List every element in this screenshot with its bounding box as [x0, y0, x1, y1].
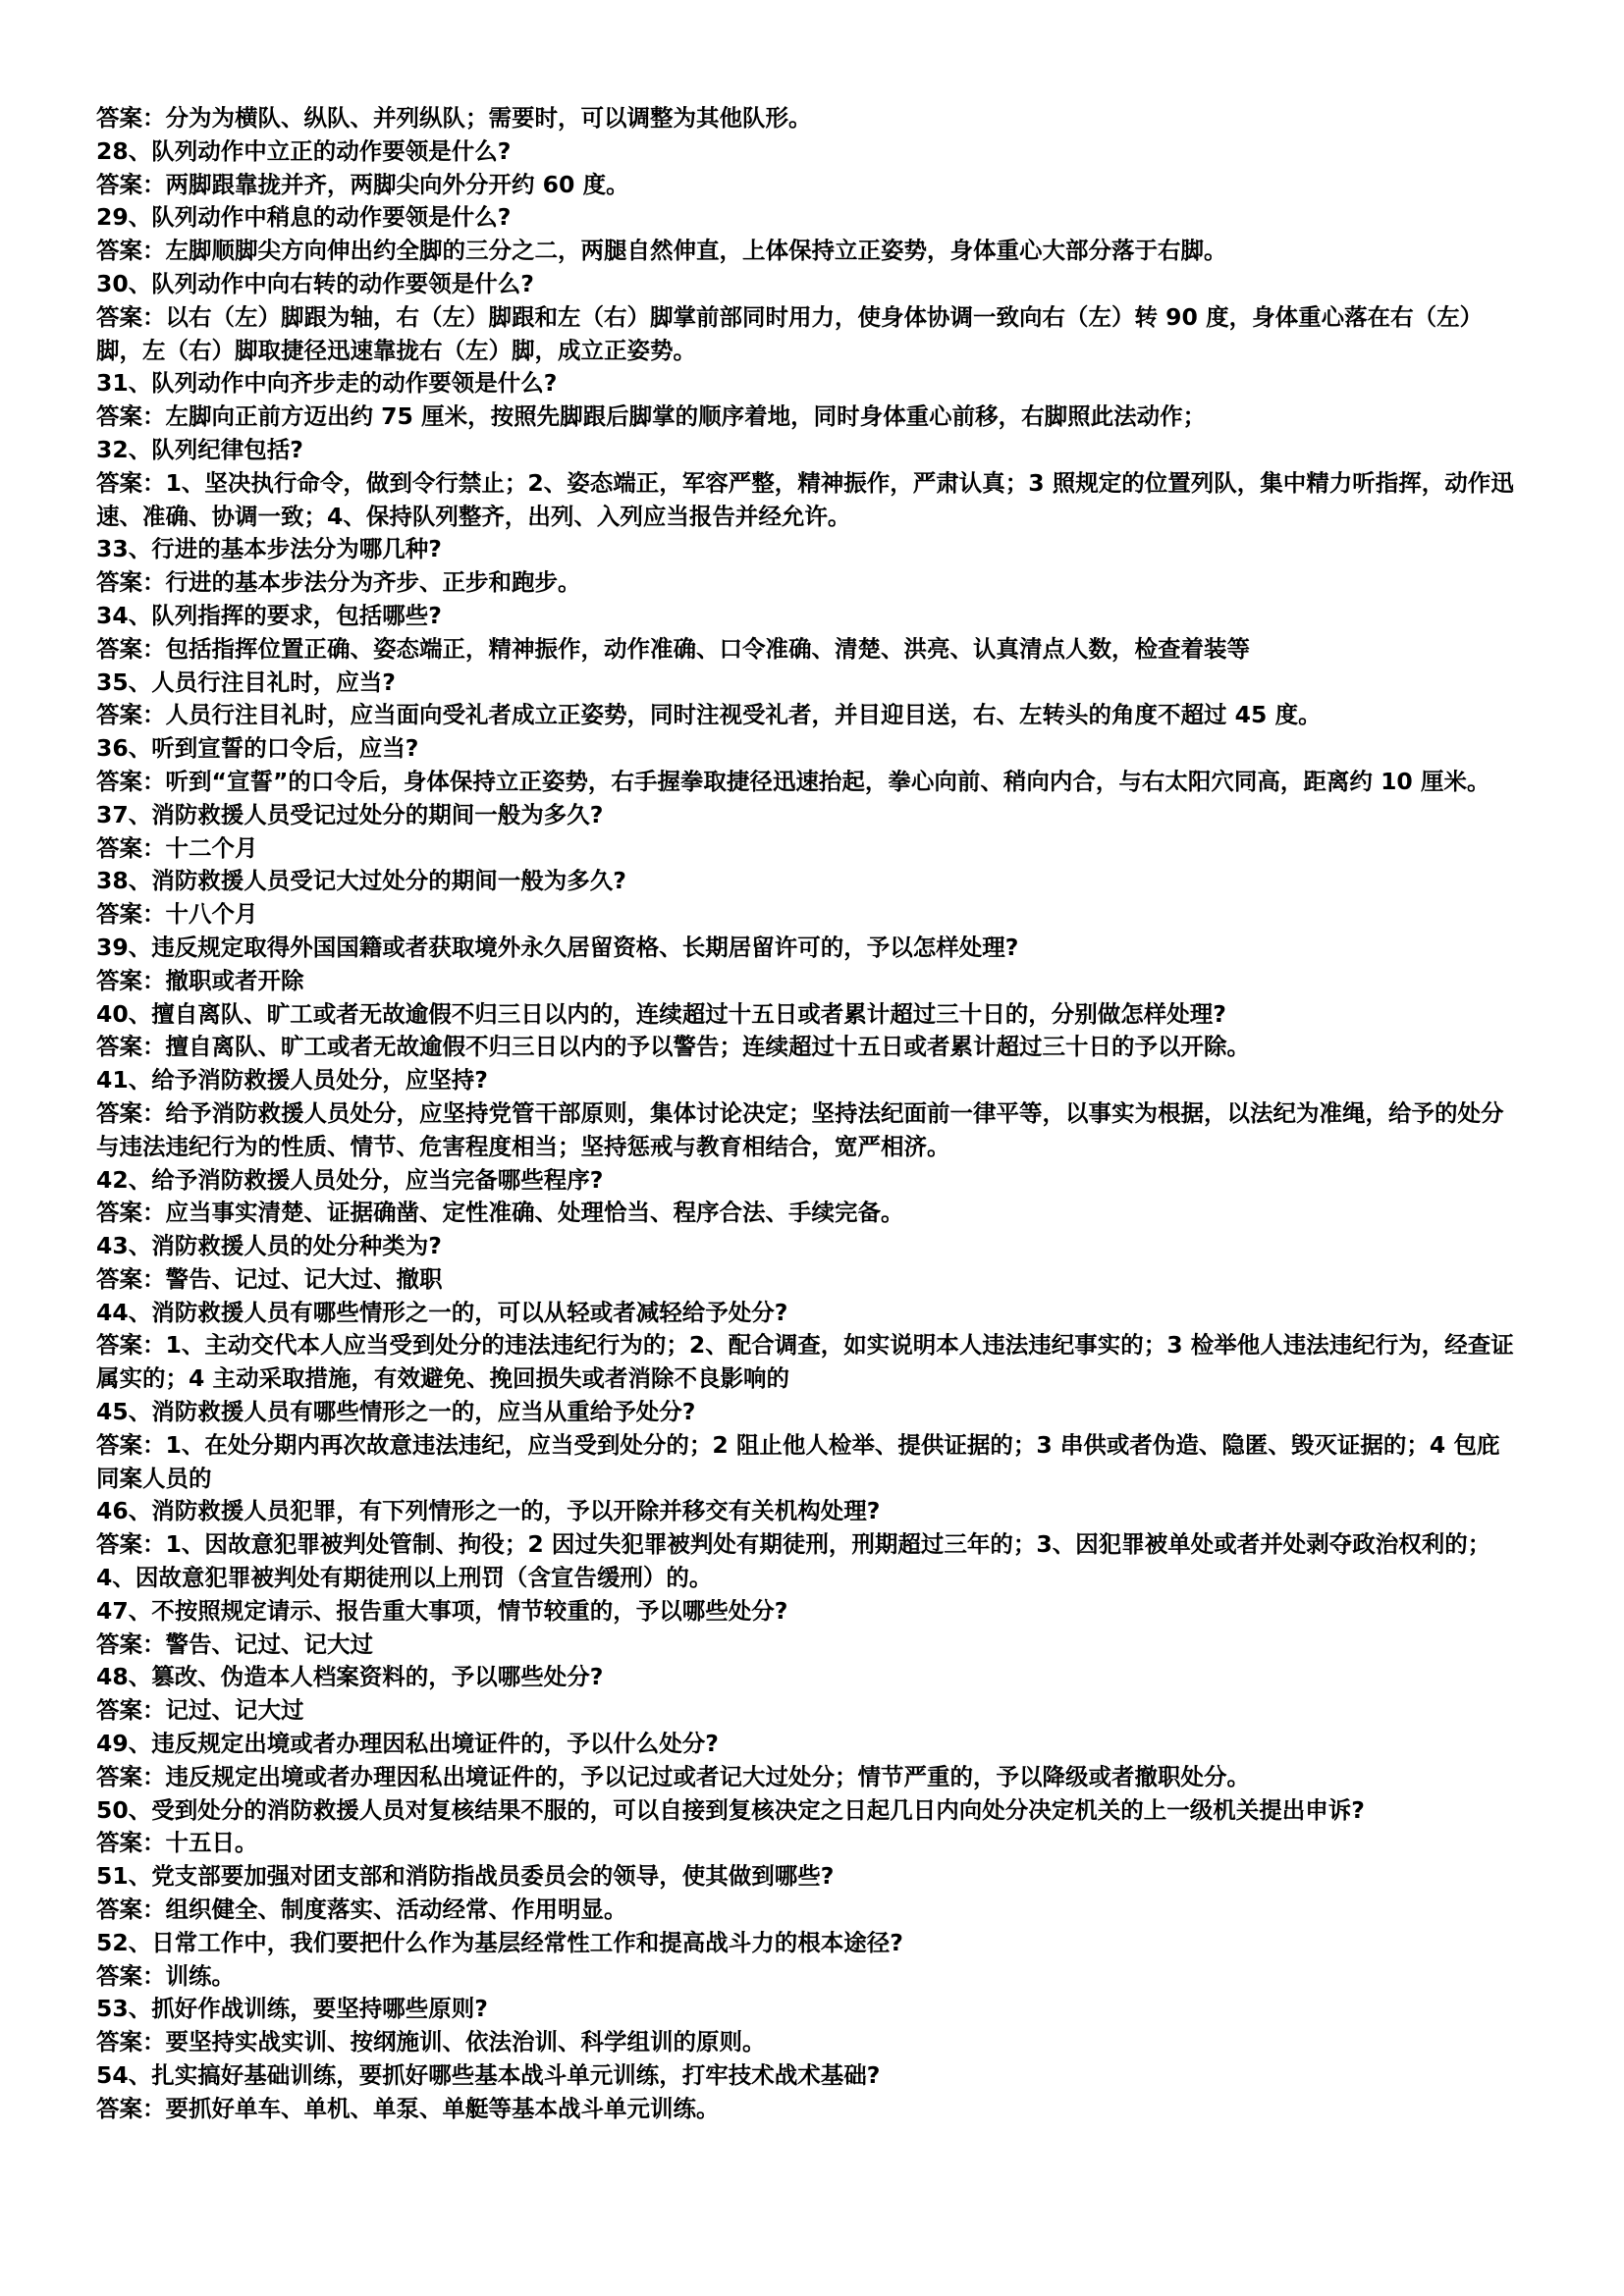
answer-text: 答案：记过、记大过 — [96, 1696, 304, 1725]
question-text: 52、日常工作中，我们要把什么作为基层经常性工作和提高战斗力的根本途径? — [96, 1928, 903, 1956]
answer-text: 答案：行进的基本步法分为齐步、正步和跑步。 — [96, 568, 581, 597]
question-text: 48、篡改、伪造本人档案资料的，予以哪些处分? — [96, 1663, 604, 1691]
answer-text: 答案：1、坚决执行命令，做到令行禁止；2、姿态端正，军容严整，精神振作，严肃认真；3 照规定的位置列队，集中精力听指挥，动作迅速、准确、协调一致；4、保持队列整齐，出列、入列应当报告并经允许。 — [96, 468, 1514, 530]
answer-text: 答案：要坚持实战实训、按纲施训、依法治训、科学组训的原则。 — [96, 2028, 766, 2056]
answer-text: 答案：警告、记过、记大过、撤职 — [96, 1264, 443, 1293]
answer-text: 答案：以右（左）脚跟为轴，右（左）脚跟和左（右）脚掌前部同时用力，使身体协调一致向右（左）转 90 度，身体重心落在右（左）脚，左（右）脚取捷径迅速靠拢右（左）脚，成立正姿势。 — [96, 302, 1484, 364]
answer-text: 答案：十五日。 — [96, 1829, 258, 1857]
answer-text: 答案：擅自离队、旷工或者无故逾假不归三日以内的予以警告；连续超过十五日或者累计超过三十日的予以开除。 — [96, 1033, 1250, 1061]
answer-text: 答案：应当事实清楚、证据确凿、定性准确、处理恰当、程序合法、手续完备。 — [96, 1199, 904, 1227]
question-text: 49、违反规定出境或者办理因私出境证件的，予以什么处分? — [96, 1730, 719, 1758]
question-text: 35、人员行注目礼时，应当? — [96, 667, 396, 696]
answer-text: 答案：违反规定出境或者办理因私出境证件的，予以记过或者记大过处分；情节严重的，予以降级或者撤职处分。 — [96, 1762, 1250, 1790]
answer-text: 答案：1、主动交代本人应当受到处分的违法违纪行为的；2、配合调查，如实说明本人违法违纪事实的；3 检举他人违法违纪行为，经查证属实的；4 主动采取措施，有效避免、挽回损失或者消除不良影响的 — [96, 1331, 1514, 1393]
qa-text-body — [96, 102, 1514, 2126]
question-text: 40、擅自离队、旷工或者无故逾假不归三日以内的，连续超过十五日或者累计超过三十日的，分别做怎样处理? — [96, 999, 1226, 1028]
question-text: 38、消防救援人员受记大过处分的期间一般为多久? — [96, 867, 626, 895]
question-text: 32、队列纪律包括? — [96, 435, 303, 463]
answer-text: 答案：警告、记过、记大过 — [96, 1629, 373, 1658]
answer-text: 答案：人员行注目礼时，应当面向受礼者成立正姿势，同时注视受礼者，并目迎目送，右、左转头的角度不超过 45 度。 — [96, 701, 1322, 729]
answer-text: 答案：训练。 — [96, 1961, 235, 1990]
question-text: 45、消防救援人员有哪些情形之一的，应当从重给予处分? — [96, 1398, 696, 1426]
question-text: 31、队列动作中向齐步走的动作要领是什么? — [96, 369, 558, 398]
question-text: 37、消防救援人员受记过处分的期间一般为多久? — [96, 800, 604, 828]
answer-text: 答案：撤职或者开除 — [96, 966, 304, 994]
question-text: 43、消防救援人员的处分种类为? — [96, 1232, 442, 1260]
answer-text: 答案：给予消防救援人员处分，应坚持党管干部原则，集体讨论决定；坚持法纪面前一律平等，以事实为根据，以法纪为准绳，给予的处分与违法违纪行为的性质、情节、危害程度相当；坚持惩戒与教育相结合，宽严相济。 — [96, 1098, 1504, 1160]
question-text: 34、队列指挥的要求，包括哪些? — [96, 601, 442, 629]
question-text: 46、消防救援人员犯罪，有下列情形之一的，予以开除并移交有关机构处理? — [96, 1497, 881, 1525]
answer-text: 答案：十八个月 — [96, 900, 258, 929]
answer-text: 答案：左脚向正前方迈出约 75 厘米，按照先脚跟后脚掌的顺序着地，同时身体重心前移，右脚照此法动作； — [96, 402, 1207, 431]
question-text: 36、听到宣誓的口令后，应当? — [96, 734, 419, 763]
question-text: 41、给予消防救援人员处分，应坚持? — [96, 1066, 488, 1095]
answer-text: 答案：分为为横队、纵队、并列纵队；需要时，可以调整为其他队形。 — [96, 104, 812, 132]
question-text: 53、抓好作战训练，要坚持哪些原则? — [96, 1995, 488, 2023]
answer-text: 答案：十二个月 — [96, 833, 258, 862]
question-text: 42、给予消防救援人员处分，应当完备哪些程序? — [96, 1165, 604, 1194]
question-text: 50、受到处分的消防救援人员对复核结果不服的，可以自接到复核决定之日起几日内向处分决定机关的上一级机关提出申诉? — [96, 1795, 1365, 1824]
answer-text: 答案：左脚顺脚尖方向伸出约全脚的三分之二，两腿自然伸直，上体保持立正姿势，身体重心大部分落于右脚。 — [96, 237, 1227, 265]
question-text: 30、队列动作中向右转的动作要领是什么? — [96, 269, 534, 297]
answer-text: 答案：听到“宣誓”的口令后，身体保持立正姿势，右手握拳取捷径迅速抬起，拳心向前、稍向内合，与右太阳穴同高，距离约 10 厘米。 — [96, 767, 1490, 795]
answer-text: 答案：1、在处分期内再次故意违法违纪，应当受到处分的；2 阻止他人检举、提供证据的；3 串供或者伪造、隐匿、毁灭证据的；4 包庇同案人员的 — [96, 1430, 1500, 1492]
answer-text: 答案：1、因故意犯罪被判处管制、拘役；2 因过失犯罪被判处有期徒刑，刑期超过三年的；3、因犯罪被单处或者并处剥夺政治权利的；4、因故意犯罪被判处有期徒刑以上刑罚（含宣告缓刑）的。 — [96, 1530, 1491, 1592]
answer-text: 答案：组织健全、制度落实、活动经常、作用明显。 — [96, 1896, 627, 1924]
question-text: 33、行进的基本步法分为哪几种? — [96, 535, 442, 563]
question-text: 28、队列动作中立正的动作要领是什么? — [96, 136, 512, 165]
answer-text: 答案：包括指挥位置正确、姿态端正，精神振作，动作准确、口令准确、清楚、洪亮、认真清点人数，检查着装等 — [96, 634, 1250, 663]
question-text: 29、队列动作中稍息的动作要领是什么? — [96, 203, 512, 232]
question-text: 47、不按照规定请示、报告重大事项，情节较重的，予以哪些处分? — [96, 1596, 788, 1625]
answer-text: 答案：要抓好单车、单机、单泵、单艇等基本战斗单元训练。 — [96, 2094, 720, 2122]
question-text: 39、违反规定取得外国国籍或者获取境外永久居留资格、长期居留许可的，予以怎样处理? — [96, 933, 1019, 961]
question-text: 51、党支部要加强对团支部和消防指战员委员会的领导，使其做到哪些? — [96, 1862, 835, 1891]
question-text: 54、扎实搞好基础训练，要抓好哪些基本战斗单元训练，打牢技术战术基础? — [96, 2061, 881, 2090]
answer-text: 答案：两脚跟靠拢并齐，两脚尖向外分开约 60 度。 — [96, 170, 629, 198]
question-text: 44、消防救援人员有哪些情形之一的，可以从轻或者减轻给予处分? — [96, 1298, 788, 1326]
